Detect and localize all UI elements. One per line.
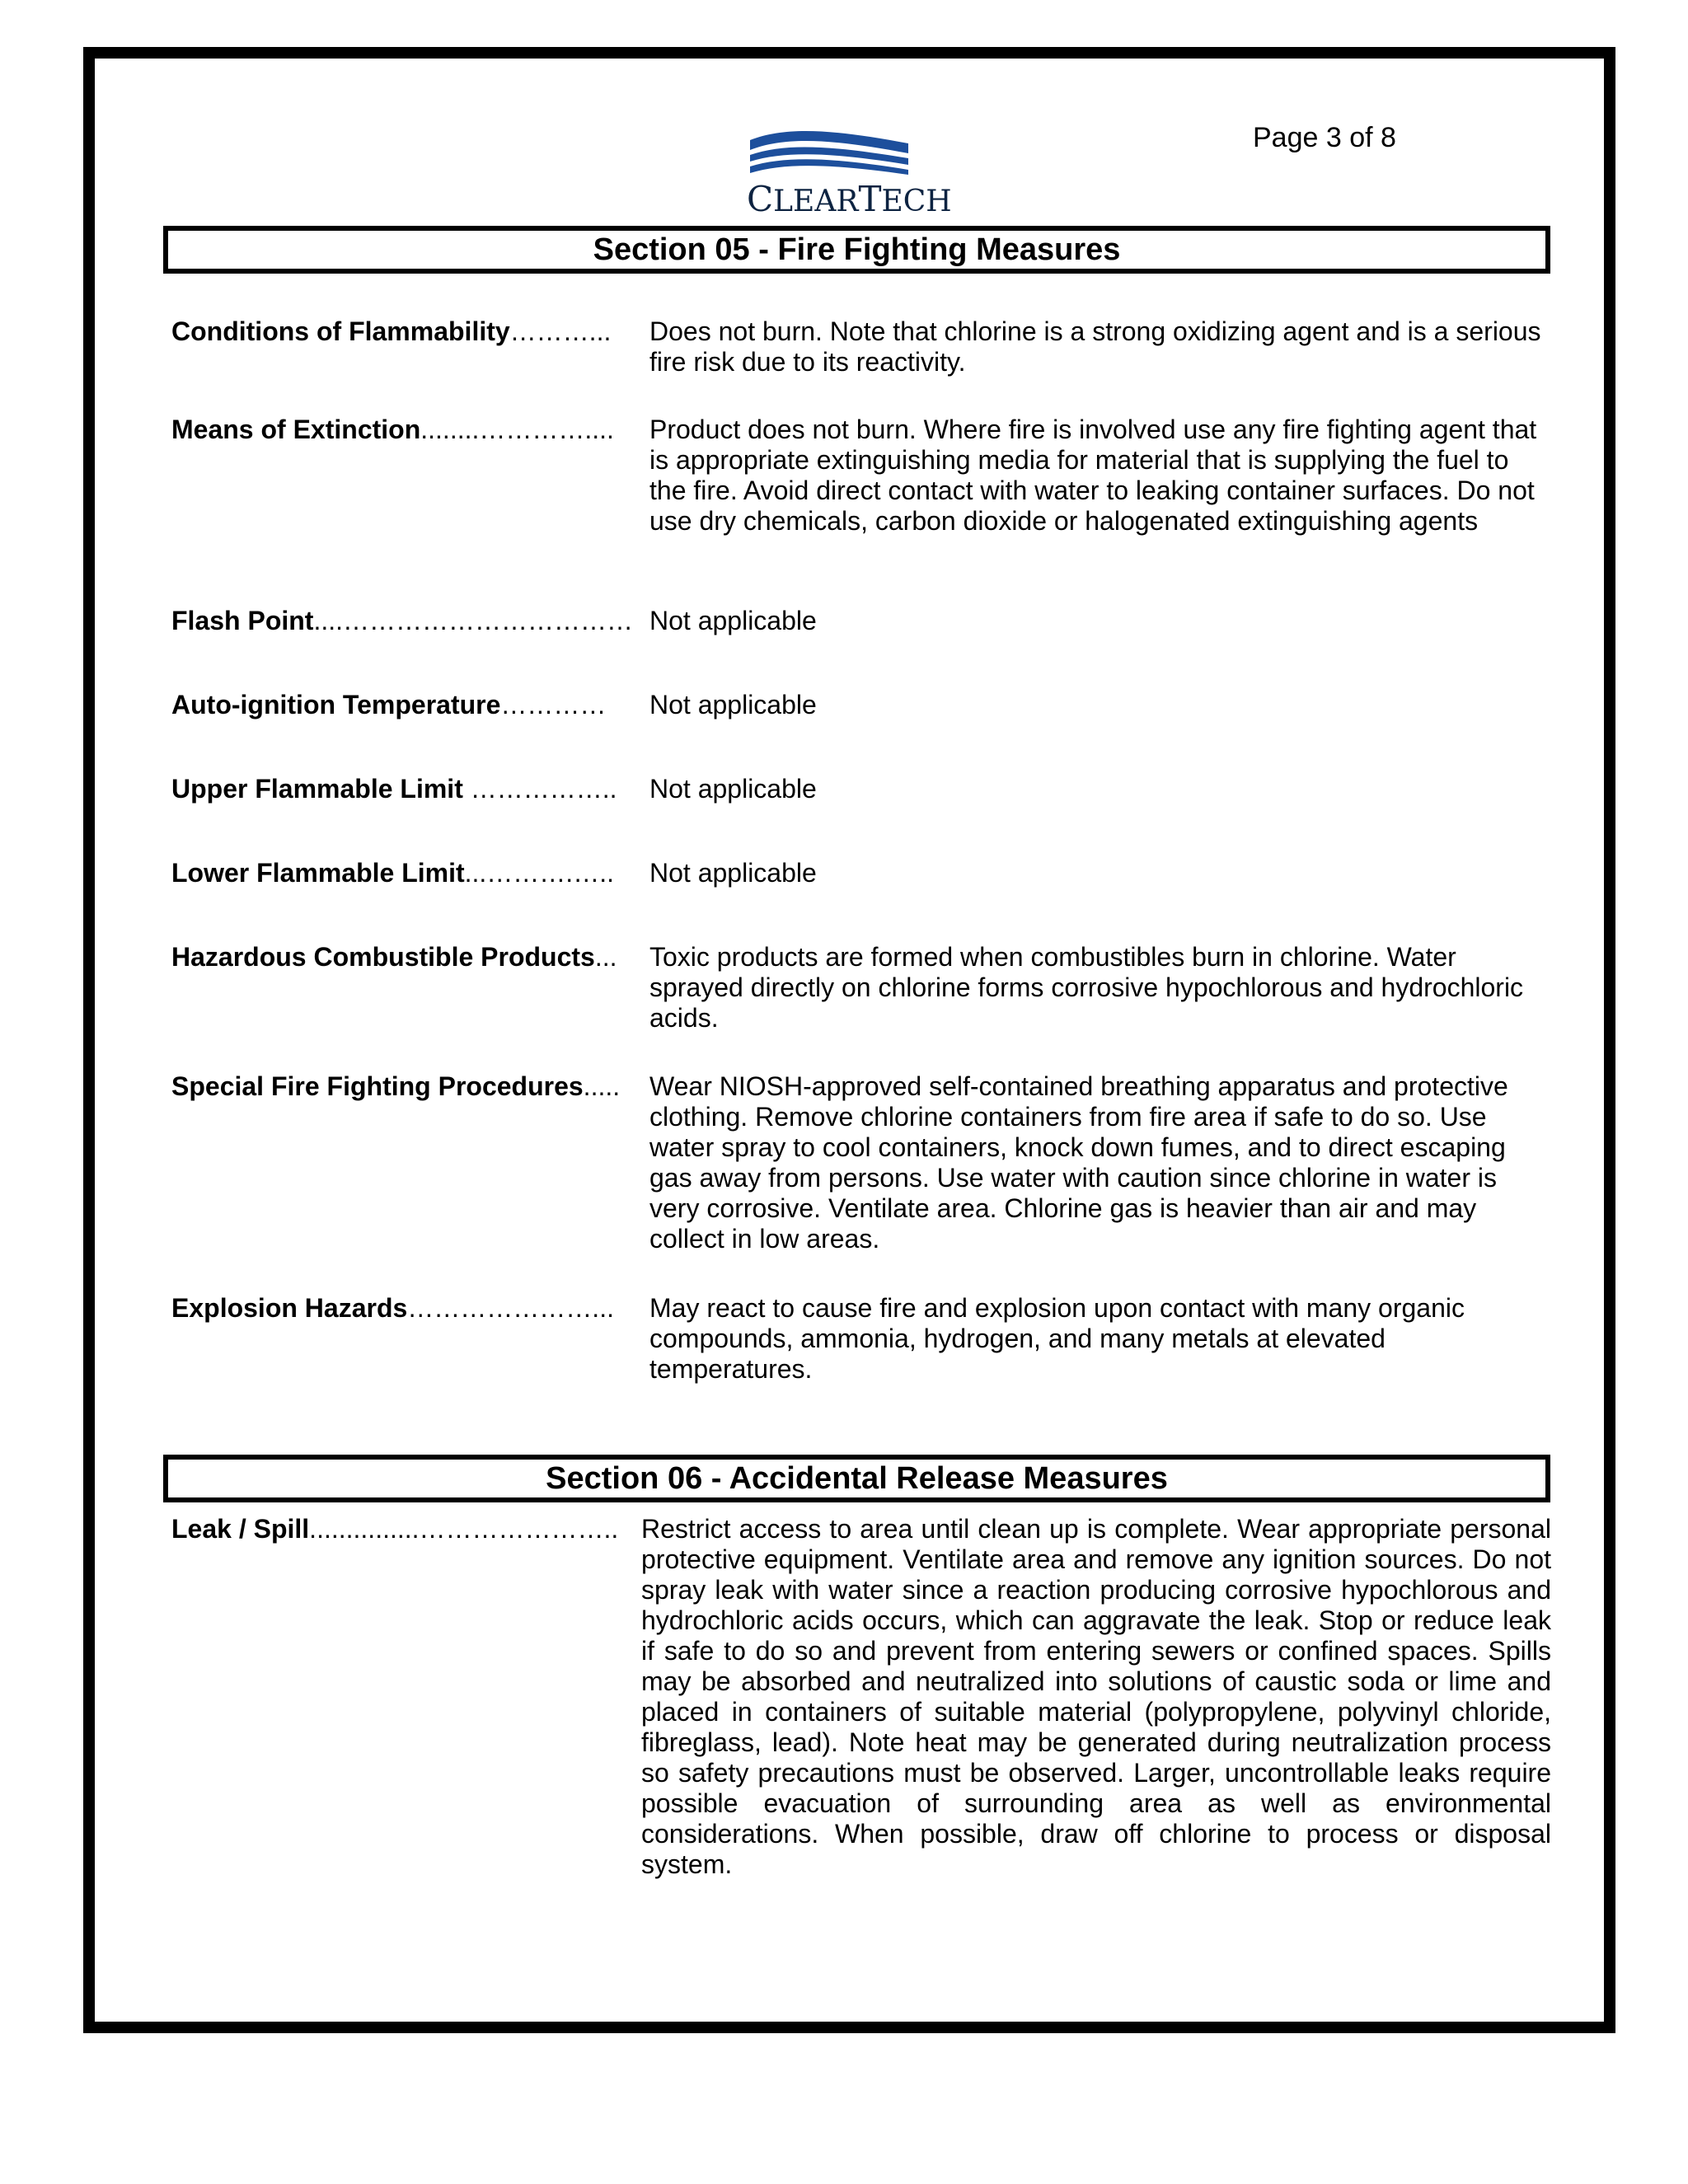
row-label: Auto-ignition Temperature………… [171,690,607,719]
row-value: Does not burn. Note that chlorine is a strong oxidizing agent and is a serious fire risk due to its reactivity. [649,316,1541,377]
row-label: Special Fire Fighting Procedures..... [171,1071,621,1101]
row-label: Flash Point....…………………………… [171,606,634,635]
row-label: Hazardous Combustible Products... [171,942,617,972]
row-label: Explosion Hazards…………………... [171,1293,614,1323]
row-value: Not applicable [649,606,817,635]
row-value: Not applicable [649,774,817,804]
row-label: Lower Flammable Limit...……….….. [171,858,614,888]
row-value: May react to cause fire and explosion upon contact with many organic compounds, ammonia, hydrogen, and many metals at elevated temperatures. [649,1293,1465,1384]
logo-wordmark: CLEARTECH [747,179,952,219]
row-value: Restrict access to area until clean up is complete. Wear appropriate personal protective equipment. Ventilate area and remove any ignition sources. Do not spray leak with water since a reaction producing corrosive hypochlorous and hydrochloric acids occurs, which can aggravate the leak. Stop or reduce leak if safe to do so and prevent from entering sewers or confined spaces. Spills may be absorbed and neutralized into solutions of caustic soda or lime and placed in containers of suitable material (polypropylene, polyvinyl chloride, fibreglass, lead). Note heat may be generated during neutralization process so safety precautions must be observed. Larger, uncontrollable leaks require possible evacuation of surrounding area as well as environmental considerations. When possible, draw off chlorine to process or disposal system. [641,1514,1551,1879]
row-value: Not applicable [649,858,817,888]
page-number: Page 3 of 8 [1253,122,1396,153]
row-value: Toxic products are formed when combustibles burn in chlorine. Water sprayed directly on chlorine forms corrosive hypochlorous and hydrochloric acids. [649,942,1524,1033]
wave-icon [747,129,912,183]
row-value: Product does not burn. Where fire is involved use any fire fighting agent that is appropriate extinguishing media for material that is supplying the fuel to the fire. Avoid direct contact with water to leaking container surfaces. Do not use dry chemicals, carbon dioxide or halogenated extinguishing agents [649,415,1537,536]
row-label: Means of Extinction........………….... [171,415,614,444]
cleartech-logo [747,129,952,219]
row-value: Not applicable [649,690,817,719]
row-label: Upper Flammable Limit …………….. [171,774,617,804]
section-05-heading: Section 05 - Fire Fighting Measures [163,226,1550,274]
row-value: Wear NIOSH-approved self-contained breathing apparatus and protective clothing. Remove chlorine containers from fire area if safe to do so. Use water spray to cool containers, knock down fumes, and to direct escaping gas away from persons. Use water with caution since chlorine in water is very corrosive. Ventilate area. Chlorine gas is heavier than air and may collect in low areas. [649,1071,1508,1254]
section-06-heading: Section 06 - Accidental Release Measures [163,1455,1550,1502]
row-label: Leak / Spill...............………………….. [171,1514,619,1544]
row-label: Conditions of Flammability………... [171,316,612,346]
